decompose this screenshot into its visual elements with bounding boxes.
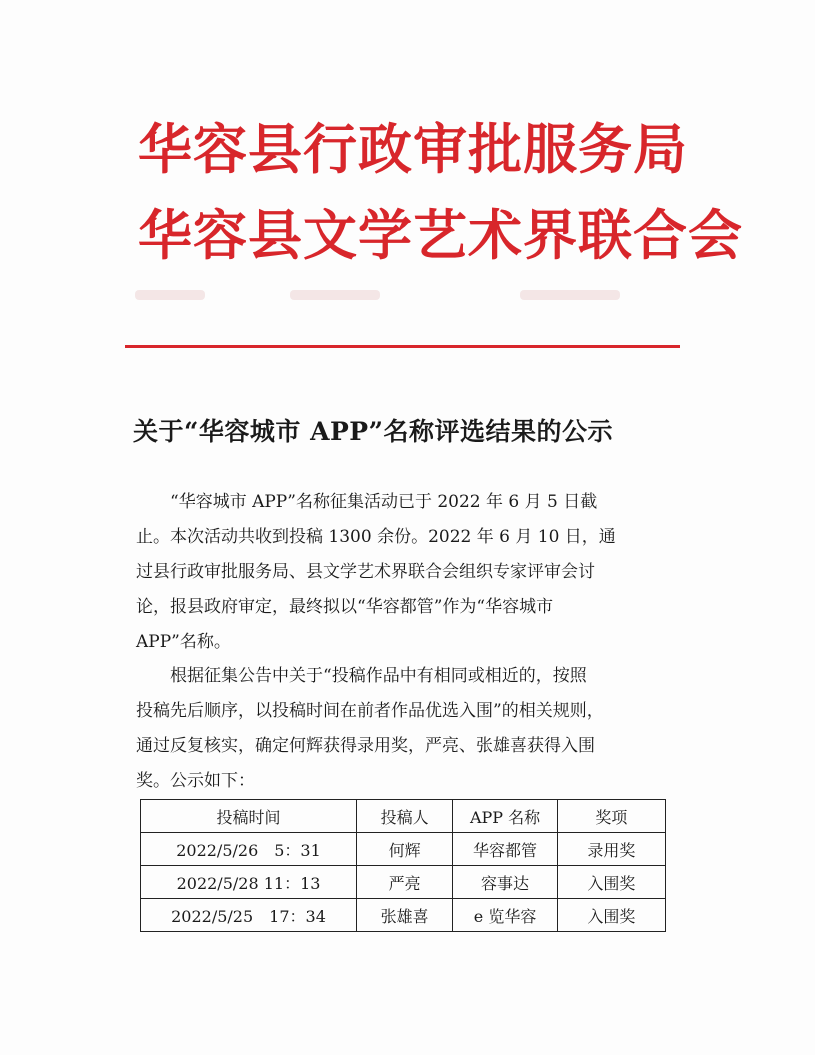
document-title: 关于“华容城市 APP”名称评选结果的公示 (133, 417, 613, 446)
results-table (140, 799, 666, 932)
cell-author: 何辉 (357, 833, 453, 866)
issuer-name-1: 华容县行政审批服务局 (138, 118, 688, 181)
paragraph-line: 奖。公示如下： (136, 771, 255, 791)
cell-time: 2022/5/28 11：13 (141, 866, 357, 899)
paragraph-line: 止。本次活动共收到投稿 1300 余份。2022 年 6 月 10 日，通 (136, 527, 616, 547)
bleed-through-mark (520, 290, 620, 300)
header-cell-award: 奖项 (557, 800, 665, 833)
table-row (141, 833, 666, 866)
paragraph-line: 过县行政审批服务局、县文学艺术界联合会组织专家评审会讨 (136, 562, 595, 582)
bleed-through-mark (135, 290, 205, 300)
header-cell-time: 投稿时间 (141, 800, 357, 833)
paragraph-line: APP”名称。 (136, 632, 231, 652)
cell-time: 2022/5/26 5：31 (141, 833, 357, 866)
cell-time: 2022/5/25 17：34 (141, 899, 357, 932)
cell-app-name: 容事达 (453, 866, 557, 899)
header-cell-author: 投稿人 (357, 800, 453, 833)
paragraph-line: 通过反复核实，确定何辉获得录用奖，严亮、张雄喜获得入围 (136, 736, 595, 756)
paragraph-2 (136, 659, 676, 799)
header-red-rule (125, 345, 680, 348)
paragraph-line: 投稿先后顺序，以投稿时间在前者作品优选入围”的相关规则， (136, 701, 604, 721)
table-header-row (141, 800, 666, 833)
cell-award: 入围奖 (557, 899, 665, 932)
cell-author: 张雄喜 (357, 899, 453, 932)
paragraph-line: 论，报县政府审定，最终拟以“华容都管”作为“华容城市 (136, 597, 554, 617)
paragraph-1 (136, 485, 676, 660)
cell-app-name: e 览华容 (453, 899, 557, 932)
issuer-name-2: 华容县文学艺术界联合会 (138, 204, 743, 267)
paragraph-line: “华容城市 APP”名称征集活动已于 2022 年 6 月 5 日截 (170, 492, 598, 512)
header-cell-app-name: APP 名称 (453, 800, 557, 833)
cell-author: 严亮 (357, 866, 453, 899)
paragraph-line: 根据征集公告中关于“投稿作品中有相同或相近的，按照 (170, 666, 587, 686)
bleed-through-mark (290, 290, 380, 300)
table-row (141, 866, 666, 899)
cell-award: 入围奖 (557, 866, 665, 899)
cell-award: 录用奖 (557, 833, 665, 866)
table-row (141, 899, 666, 932)
cell-app-name: 华容都管 (453, 833, 557, 866)
